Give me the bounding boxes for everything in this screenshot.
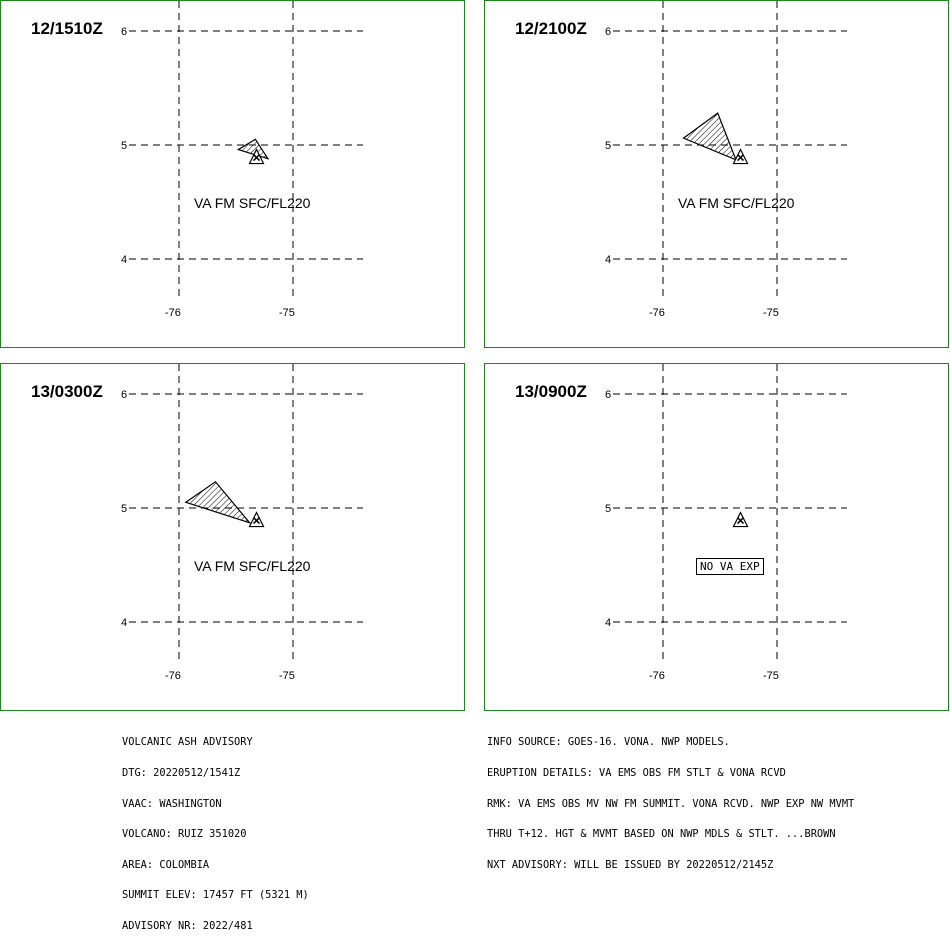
advisory-line: VOLCANIC ASH ADVISORY (122, 735, 253, 749)
advisory-line: SUMMIT ELEV: 17457 FT (5321 M) (122, 888, 309, 902)
ash-level-label: VA FM SFC/FL220 (194, 195, 311, 211)
lat-tick-label: 6 (121, 389, 128, 401)
lon-tick-label: -76 (649, 307, 665, 319)
no-va-expected-label: NO VA EXP (696, 558, 764, 575)
advisory-line: ADVISORY NR: 2022/481 (122, 918, 253, 932)
lat-tick-label: 5 (605, 140, 612, 152)
map-grid-3 (1, 364, 466, 712)
lat-tick-label: 6 (121, 26, 128, 38)
advisory-line: AREA: COLOMBIA (122, 857, 210, 871)
advisory-line: INFO SOURCE: GOES-16. VONA. NWP MODELS. (487, 735, 730, 749)
advisory-line: DTG: 20220512/1541Z (122, 766, 241, 779)
lat-tick-label: 6 (605, 26, 612, 38)
lat-tick-label: 4 (121, 254, 128, 266)
map-panel-2 (484, 0, 949, 348)
advisory-line: RMK: VA EMS OBS MV NW FM SUMMIT. VONA RCVD. NWP EXP NW MVMT (487, 796, 855, 810)
lat-tick-label: 5 (605, 503, 612, 515)
advisory-line: VOLCANO: RUIZ 351020 (122, 827, 247, 841)
lat-tick-label: 4 (605, 254, 612, 266)
lat-tick-label: 4 (605, 617, 612, 629)
advisory-remarks-block (487, 717, 854, 880)
panel-time: 13/0900Z (515, 382, 587, 401)
lon-tick-label: -76 (165, 307, 181, 319)
panel-time: 12/1510Z (31, 19, 103, 38)
lon-tick-label: -75 (763, 307, 779, 319)
advisory-header-block (122, 717, 309, 941)
map-grid-1 (1, 1, 466, 349)
lat-tick-label: 5 (121, 140, 128, 152)
advisory-line: THRU T+12. HGT & MVMT BASED ON NWP MDLS & STLT. ...BROWN (487, 827, 836, 841)
advisory-line: VAAC: WASHINGTON (122, 796, 222, 810)
lon-tick-label: -75 (279, 670, 295, 682)
map-panel-3 (0, 363, 465, 711)
lat-tick-label: 6 (605, 389, 612, 401)
map-panel-4 (484, 363, 949, 711)
advisory-line: NXT ADVISORY: WILL BE ISSUED BY 20220512/2145Z (487, 857, 774, 871)
ash-level-label: VA FM SFC/FL220 (194, 558, 311, 574)
map-panel-1 (0, 0, 465, 348)
ash-cloud-polygon (186, 482, 250, 523)
ash-cloud-polygon (684, 113, 736, 160)
advisory-line: ERUPTION DETAILS: VA EMS OBS FM STLT & VONA RCVD (487, 766, 786, 779)
panel-time: 12/2100Z (515, 19, 587, 38)
panel-time: 13/0300Z (31, 382, 103, 401)
lon-tick-label: -76 (649, 670, 665, 682)
lat-tick-label: 5 (121, 503, 128, 515)
lat-tick-label: 4 (121, 617, 128, 629)
map-grid-2 (485, 1, 950, 349)
lon-tick-label: -75 (763, 670, 779, 682)
lon-tick-label: -75 (279, 307, 295, 319)
ash-level-label: VA FM SFC/FL220 (678, 195, 795, 211)
lon-tick-label: -76 (165, 670, 181, 682)
map-grid-4 (485, 364, 950, 712)
